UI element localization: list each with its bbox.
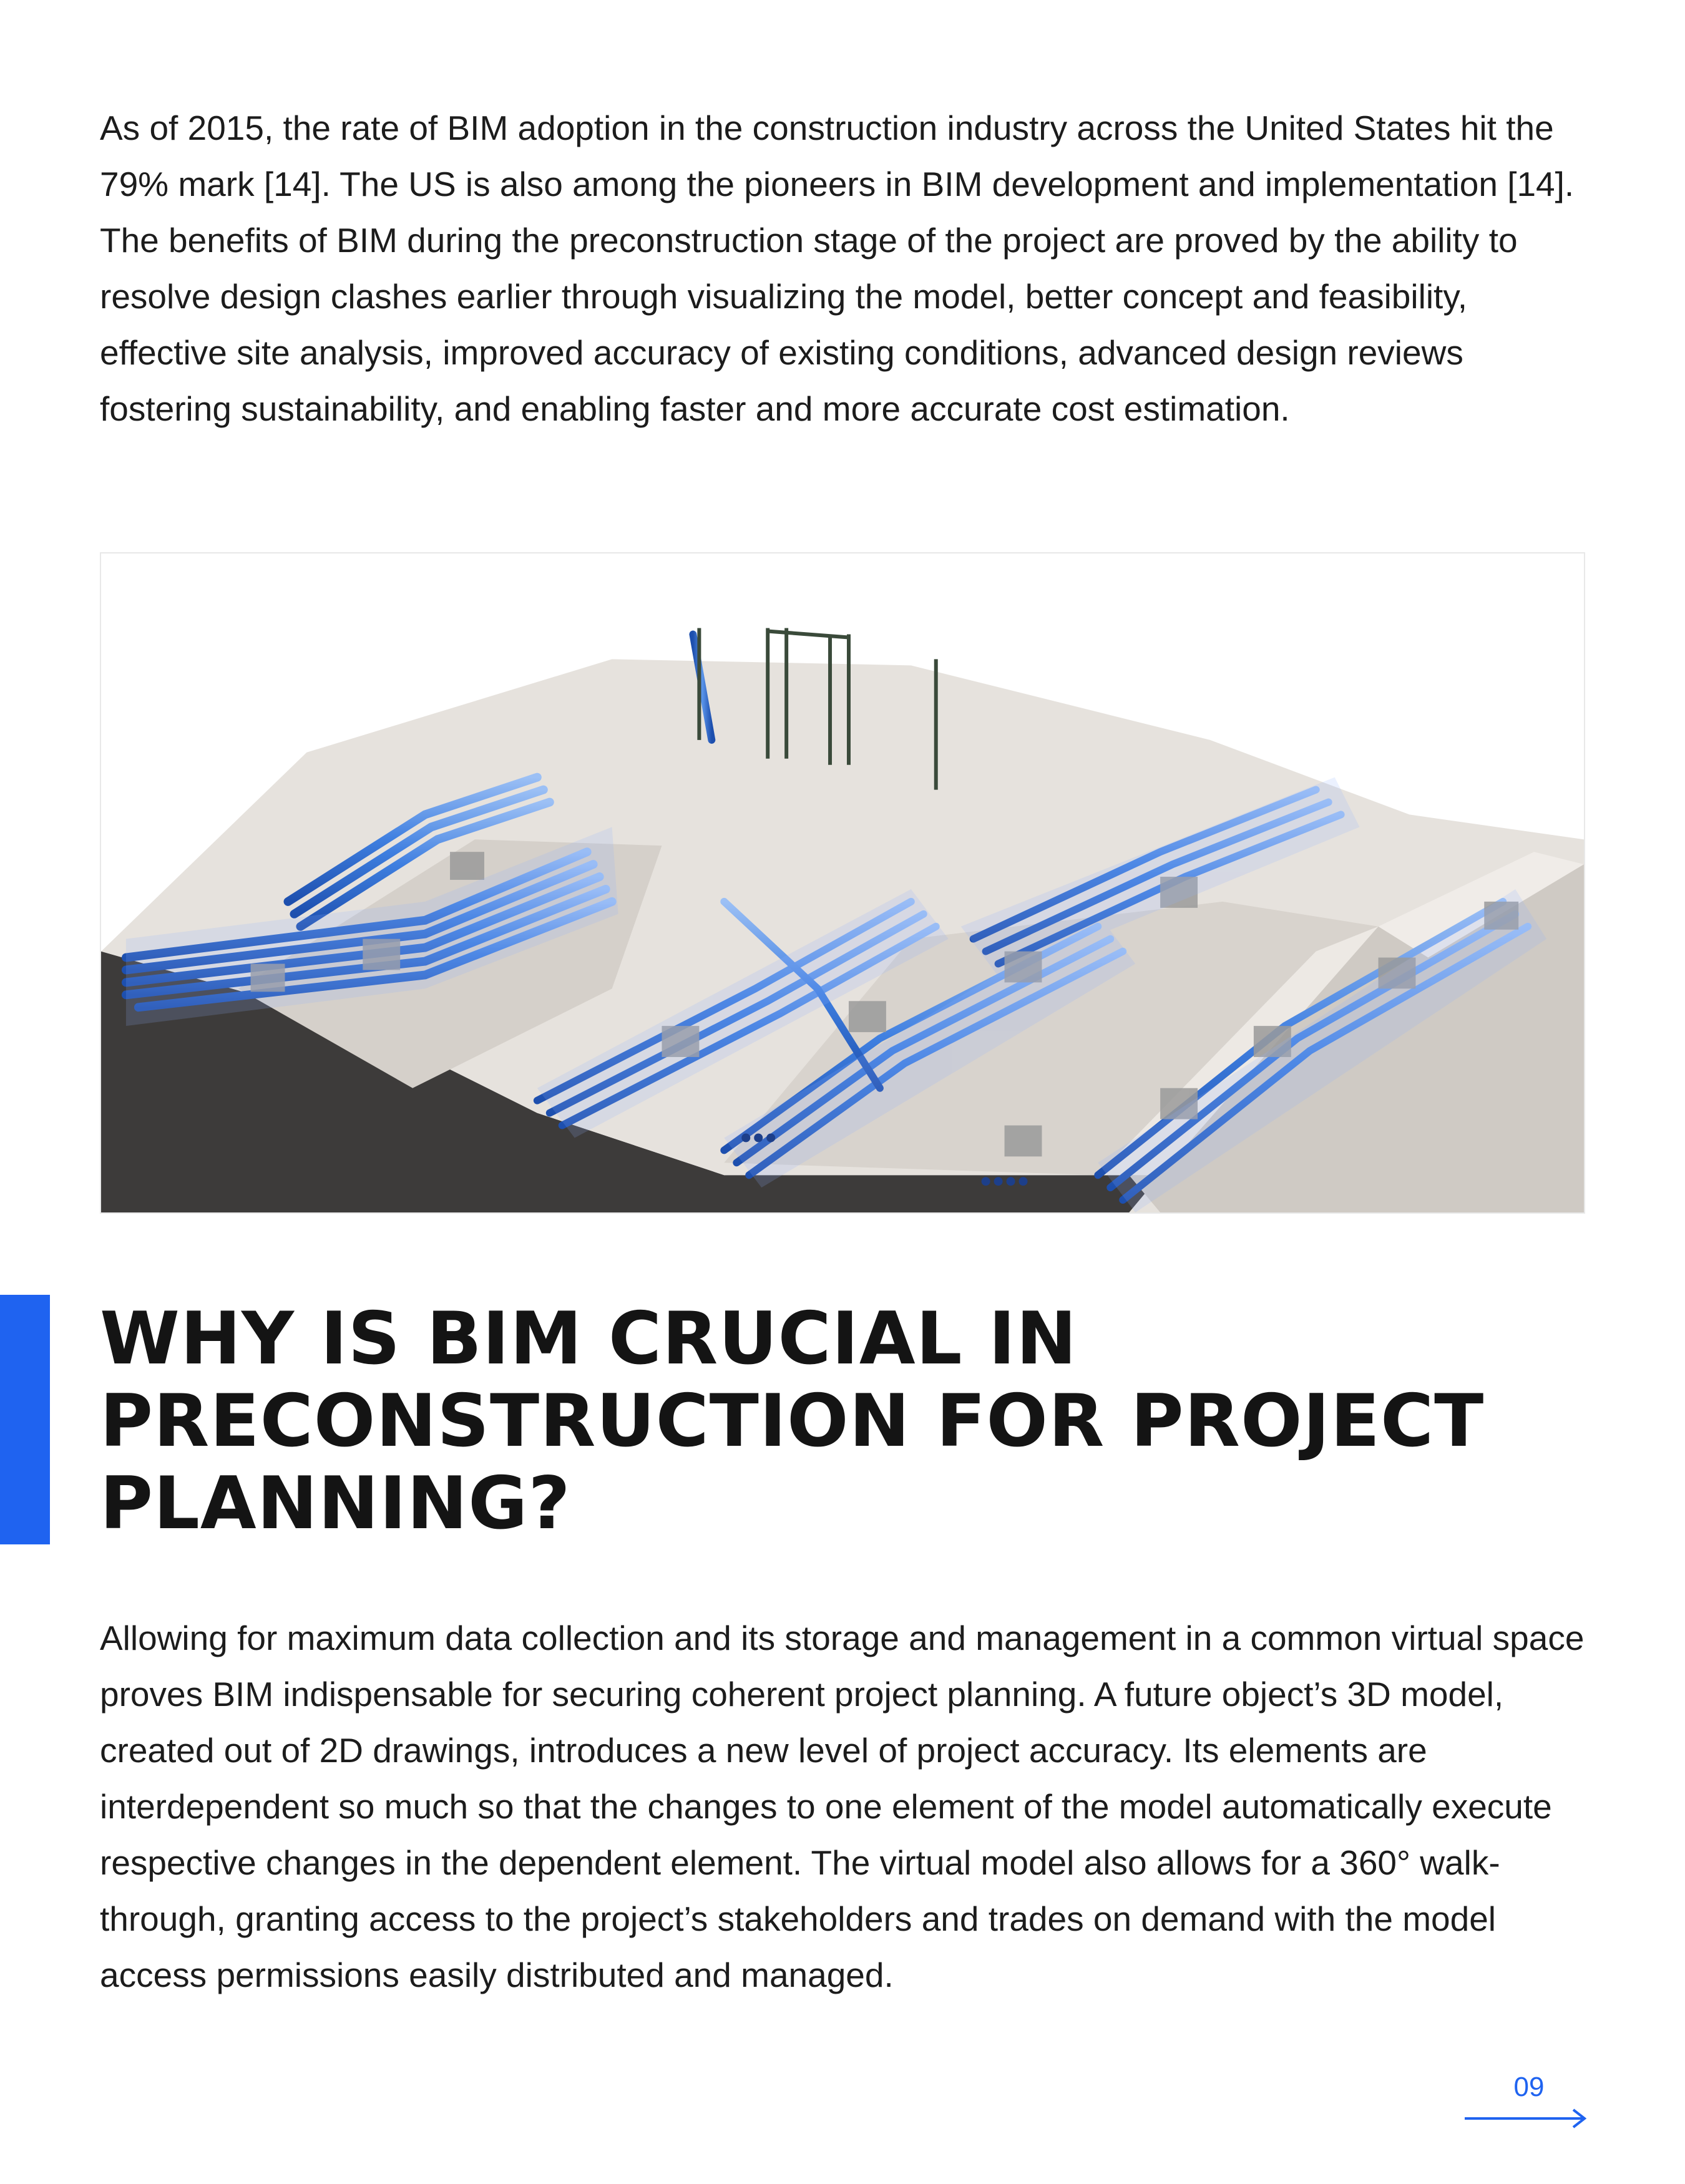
bim-3d-model-image bbox=[101, 553, 1584, 1212]
section-body-paragraph: Allowing for maximum data collection and its storage and management in a common virtual space proves BIM indispensable for securing coherent project planning. A future object’s 3D model, created out of 2D drawings, introduces a new level of project accuracy. Its elements are interdependent so much so that the changes to one element of the model automatically execute respective changes in the dependent element. The virtual model also allows for a 360° walk-through, granting access to the project’s stakeholders and trades on demand with the model access permissions easily distributed and managed. bbox=[100, 1619, 1585, 1994]
section-heading: WHY IS BIM CRUCIAL IN PRECONSTRUCTION FOR PROJECT PLANNING? bbox=[100, 1297, 1485, 1546]
heading-accent-bar bbox=[0, 1295, 50, 1544]
arrow-right-icon[interactable] bbox=[1463, 2106, 1588, 2131]
intro-paragraph: As of 2015, the rate of BIM adoption in the construction industry across the United States hit the 79% mark [14]. The US is also among the pioneers in BIM development and implementation [14]. The benefits of BIM during the preconstruction stage of the project are proved by the ability to resolve design clashes earlier through visualizing the model, better concept and feasibility, effective site analysis, improved accuracy of existing conditions, advanced design reviews fostering sustainability, and enabling faster and more accurate cost estimation. bbox=[100, 109, 1575, 428]
page-number: 09 bbox=[1513, 2072, 1545, 2102]
bim-model-illustration bbox=[100, 552, 1585, 1214]
